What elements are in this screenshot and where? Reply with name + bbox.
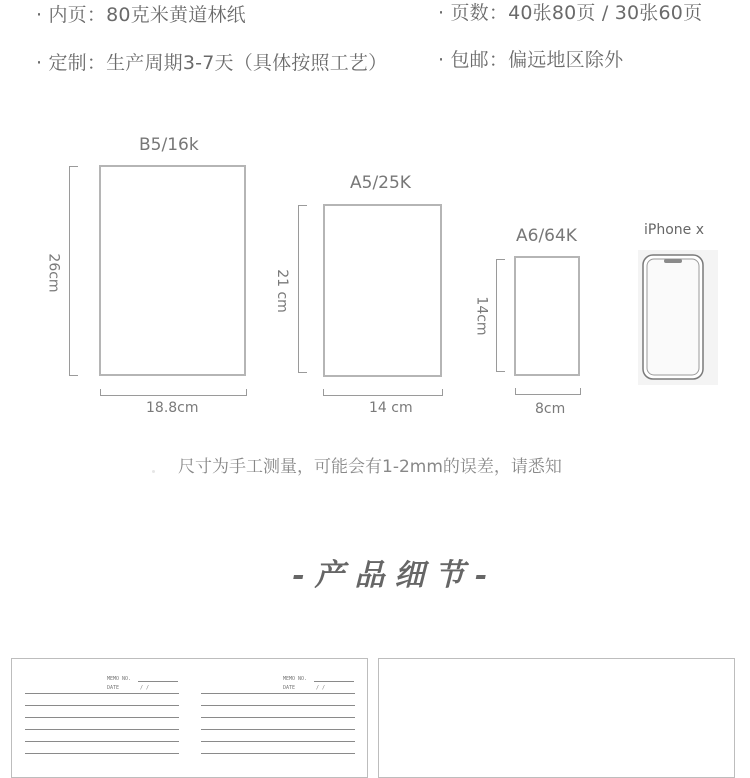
- memo-no-line: [138, 681, 178, 682]
- width-label-a6: 8cm: [535, 401, 566, 417]
- memo-no-label: MEMO NO.: [107, 676, 132, 682]
- spec-page-count: · 页数：40张80页 / 30张60页: [438, 2, 703, 24]
- detail-card-right: [378, 658, 735, 778]
- memo-date-label: DATE: [107, 685, 120, 691]
- memo-rule: [25, 717, 179, 718]
- section-title: -产品细节-: [292, 558, 497, 593]
- memo-rule: [25, 729, 179, 730]
- width-label-a5: 14 cm: [369, 400, 413, 416]
- memo-rule: [25, 693, 179, 694]
- note-dot: [152, 470, 155, 473]
- size-label-phone: iPhone x: [644, 222, 704, 238]
- size-label-a6: A6/64K: [516, 226, 577, 246]
- memo-rule: [25, 741, 179, 742]
- width-bracket-a6: [515, 388, 581, 395]
- height-bracket-a5: [298, 205, 307, 373]
- memo-rule: [201, 753, 355, 754]
- height-label-a6: 14cm: [473, 296, 490, 336]
- memo-rule: [201, 741, 355, 742]
- memo-date-sep: / /: [316, 685, 326, 691]
- size-label-a5: A5/25K: [350, 173, 411, 193]
- memo-date-sep: / /: [140, 685, 150, 691]
- width-label-b5: 18.8cm: [146, 400, 199, 416]
- memo-rule: [201, 717, 355, 718]
- size-label-b5: B5/16k: [139, 135, 199, 155]
- memo-date-label: DATE: [283, 685, 296, 691]
- width-bracket-a5: [323, 389, 443, 396]
- spec-shipping: · 包邮：偏远地区除外: [438, 49, 624, 71]
- memo-no-line: [314, 681, 354, 682]
- memo-no-label: MEMO NO.: [283, 676, 308, 682]
- width-bracket-b5: [100, 389, 247, 396]
- memo-rule: [201, 729, 355, 730]
- height-label-a5: 21 cm: [273, 269, 290, 313]
- height-bracket-a6: [496, 259, 505, 372]
- detail-card-left: [11, 658, 368, 778]
- memo-rule: [201, 693, 355, 694]
- spec-custom: · 定制：生产周期3-7天（具体按照工艺）: [36, 52, 388, 74]
- memo-rule: [201, 705, 355, 706]
- memo-rule: [25, 753, 179, 754]
- spec-inner-page: · 内页：80克米黄道林纸: [36, 4, 246, 26]
- notebook-outline-a5: [323, 204, 442, 377]
- memo-rule: [25, 705, 179, 706]
- height-bracket-b5: [69, 166, 78, 376]
- phone-icon: [638, 250, 718, 385]
- measurement-note: 尺寸为手工测量，可能会有1-2mm的误差，请悉知: [178, 457, 562, 477]
- notebook-outline-a6: [514, 256, 580, 376]
- notebook-outline-b5: [99, 165, 246, 376]
- height-label-b5: 26cm: [45, 253, 62, 293]
